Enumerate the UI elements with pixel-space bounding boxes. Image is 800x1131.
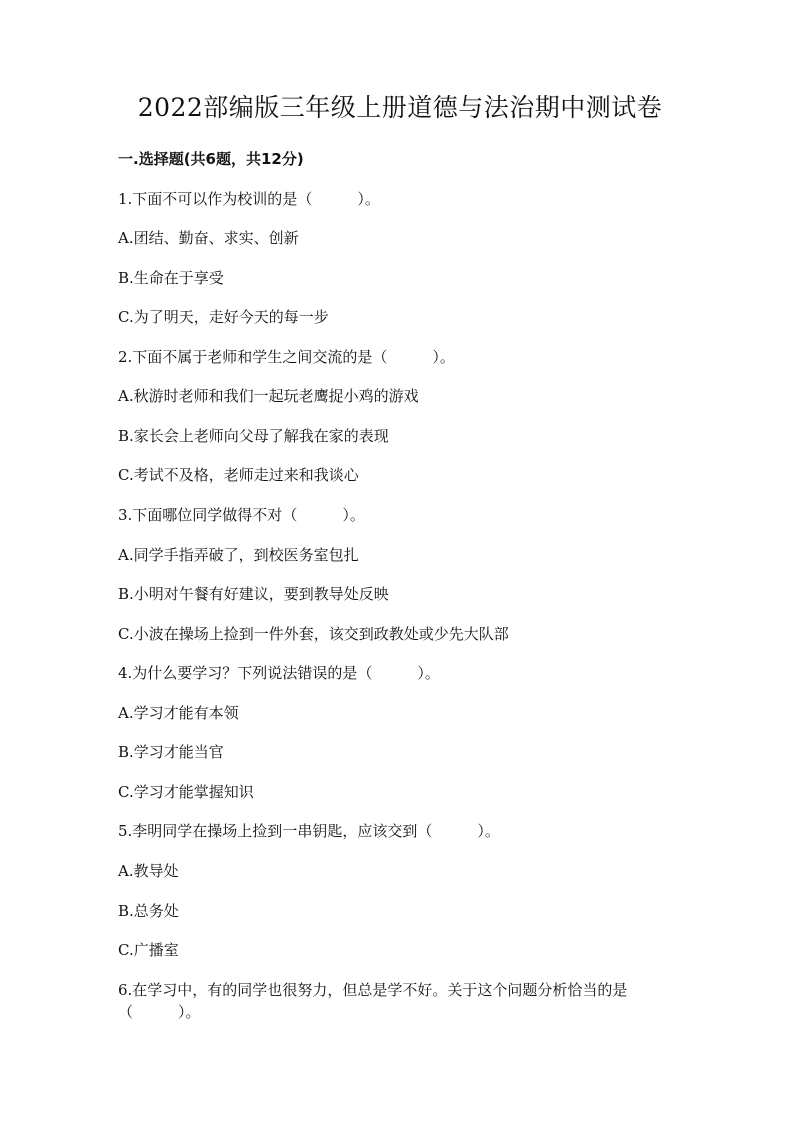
question-2-option-a: A.秋游时老师和我们一起玩老鹰捉小鸡的游戏 [118, 387, 419, 405]
page-title: 2022部编版三年级上册道德与法治期中测试卷 [137, 93, 663, 122]
question-1-stem: 1.下面不可以作为校训的是（ ）。 [118, 190, 380, 208]
section-heading: 一.选择题(共6题，共12分) [118, 150, 304, 168]
question-6-stem: 6.在学习中，有的同学也很努力，但总是学不好。关于这个问题分析恰当的是（ ）。 [118, 981, 628, 1021]
question-1-option-c: C.为了明天，走好今天的每一步 [118, 308, 329, 326]
question-3-option-c: C.小波在操场上捡到一件外套，该交到政教处或少先大队部 [118, 625, 509, 643]
question-2-option-b: B.家长会上老师向父母了解我在家的表现 [118, 427, 389, 445]
question-3-option-b: B.小明对午餐有好建议，要到教导处反映 [118, 585, 389, 603]
question-5-option-b: B.总务处 [118, 902, 179, 920]
question-5-option-c: C.广播室 [118, 941, 179, 959]
question-1-option-b: B.生命在于享受 [118, 269, 224, 287]
question-2-option-c: C.考试不及格，老师走过来和我谈心 [118, 466, 359, 484]
question-3-option-a: A.同学手指弄破了，到校医务室包扎 [118, 546, 359, 564]
question-4-stem: 4.为什么要学习？下列说法错误的是（ ）。 [118, 664, 440, 682]
question-4-option-b: B.学习才能当官 [118, 743, 224, 761]
question-4-option-a: A.学习才能有本领 [118, 704, 239, 722]
question-4-option-c: C.学习才能掌握知识 [118, 783, 254, 801]
question-5-option-a: A.教导处 [118, 862, 179, 880]
question-2-stem: 2.下面不属于老师和学生之间交流的是（ ）。 [118, 348, 455, 366]
question-5-stem: 5.李明同学在操场上捡到一串钥匙，应该交到（ ）。 [118, 822, 500, 840]
question-1-option-a: A.团结、勤奋、求实、创新 [118, 229, 299, 247]
question-3-stem: 3.下面哪位同学做得不对（ ）。 [118, 506, 365, 524]
